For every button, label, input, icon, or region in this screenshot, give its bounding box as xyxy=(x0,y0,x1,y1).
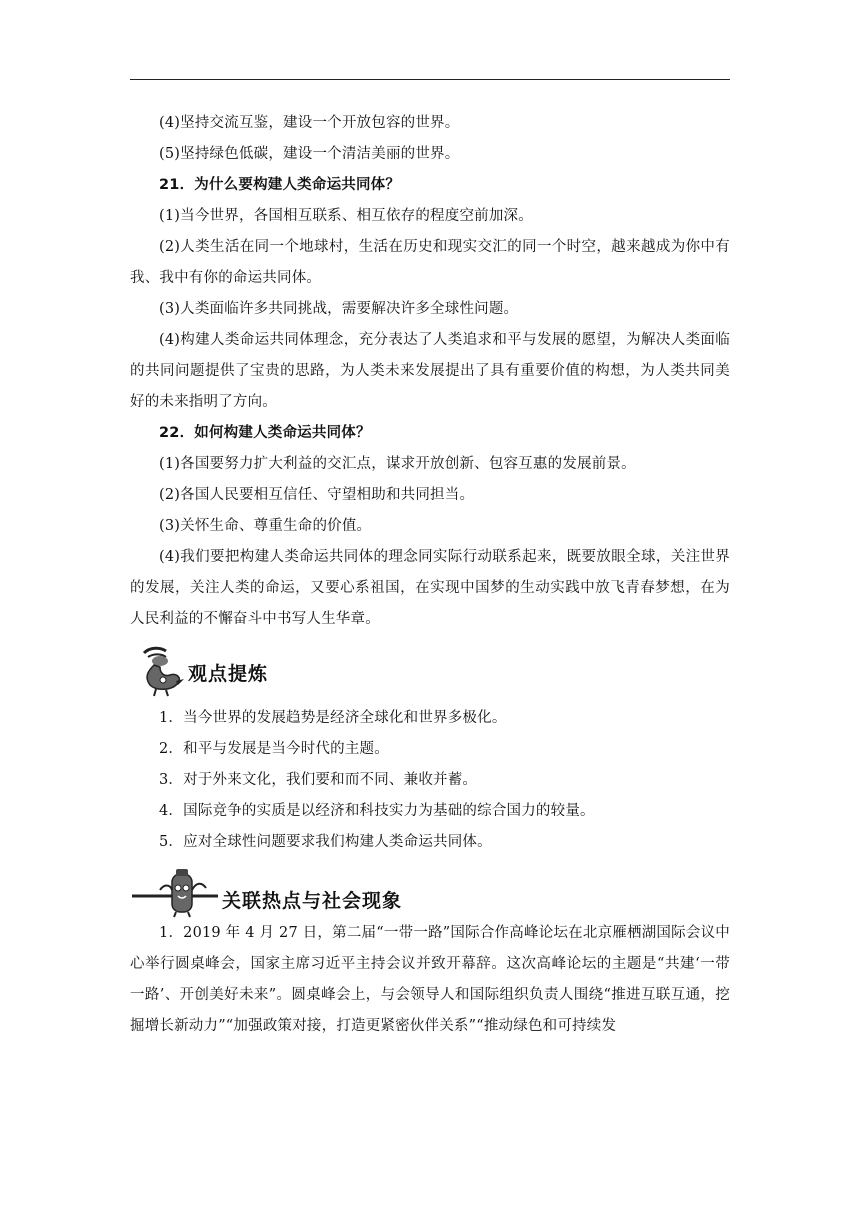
question-text: 如何构建人类命运共同体？ xyxy=(194,425,371,441)
list-item: 3．对于外来文化，我们要和而不同、兼收并蓄。 xyxy=(159,772,478,788)
answer-line: (2)各国人民要相互信任、守望相助和共同担当。 xyxy=(159,487,475,503)
section-title: 观点提炼 xyxy=(188,663,269,685)
section-banner-hotspots xyxy=(130,866,730,918)
cartoon-bird-icon xyxy=(130,645,190,697)
list-item: 2．和平与发展是当今时代的主题。 xyxy=(159,741,389,757)
answer-line: (4)构建人类命运共同体理念，充分表达了人类追求和平与发展的愿望，为解决人类面临的共同问题提供了宝贵的思路，为人类未来发展提出了具有重要价值的构想，为人类共同美好的未来指明了方向。 xyxy=(130,332,730,410)
question-number: 21． xyxy=(159,177,195,193)
list-item: 4．国际竞争的实质是以经济和科技实力为基础的综合国力的较量。 xyxy=(159,803,595,819)
answer-line: (1)各国要努力扩大利益的交汇点，谋求开放创新、包容互惠的发展前景。 xyxy=(159,456,636,472)
answer-line: (1)当今世界，各国相互联系、相互依存的程度空前加深。 xyxy=(159,208,533,224)
answer-line: (4)我们要把构建人类命运共同体的理念同实际行动联系起来，既要放眼全球，关注世界的发展，关注人类的命运，又要心系祖国，在实现中国梦的生动实践中放飞青春梦想，在为人民利益的不懈奋斗中书写人生华章。 xyxy=(130,549,730,627)
document-body xyxy=(130,108,730,1042)
answer-line: (3)关怀生命、尊重生命的价值。 xyxy=(159,518,372,534)
question-number: 22． xyxy=(159,425,195,441)
answer-line: (3)人类面临许多共同挑战，需要解决许多全球性问题。 xyxy=(159,301,519,317)
question-22 xyxy=(130,418,730,449)
question-text: 为什么要构建人类命运共同体？ xyxy=(194,177,401,193)
answer-line: (4)坚持交流互鉴，建设一个开放包容的世界。 xyxy=(159,115,460,131)
header-rule xyxy=(130,79,730,80)
paragraph: 1．2019 年 4 月 27 日，第二届“一带一路”国际合作高峰论坛在北京雁栖湖国际会议中心举行圆桌峰会，国家主席习近平主持会议并致开幕辞。这次高峰论坛的主题是“共建‘一带一路’、开创美好未来”。圆桌峰会上，与会领导人和国际组织负责人围绕“推进互联互通，挖掘增长新动力”“加强政策对接，打造更紧密伙伴关系”“推动绿色和可持续发 xyxy=(130,925,730,1034)
list-item: 1．当今世界的发展趋势是经济全球化和世界多极化。 xyxy=(159,710,507,726)
question-21 xyxy=(130,170,730,201)
answer-line: (2)人类生活在同一个地球村，生活在历史和现实交汇的同一个时空，越来越成为你中有我、我中有你的命运共同体。 xyxy=(130,239,730,286)
section-banner-viewpoints xyxy=(130,645,730,697)
cartoon-character-icon xyxy=(130,866,222,918)
answer-line: (5)坚持绿色低碳，建设一个清洁美丽的世界。 xyxy=(159,146,460,162)
section-title: 关联热点与社会现象 xyxy=(222,890,403,912)
list-item: 5．应对全球性问题要求我们构建人类命运共同体。 xyxy=(159,834,492,850)
